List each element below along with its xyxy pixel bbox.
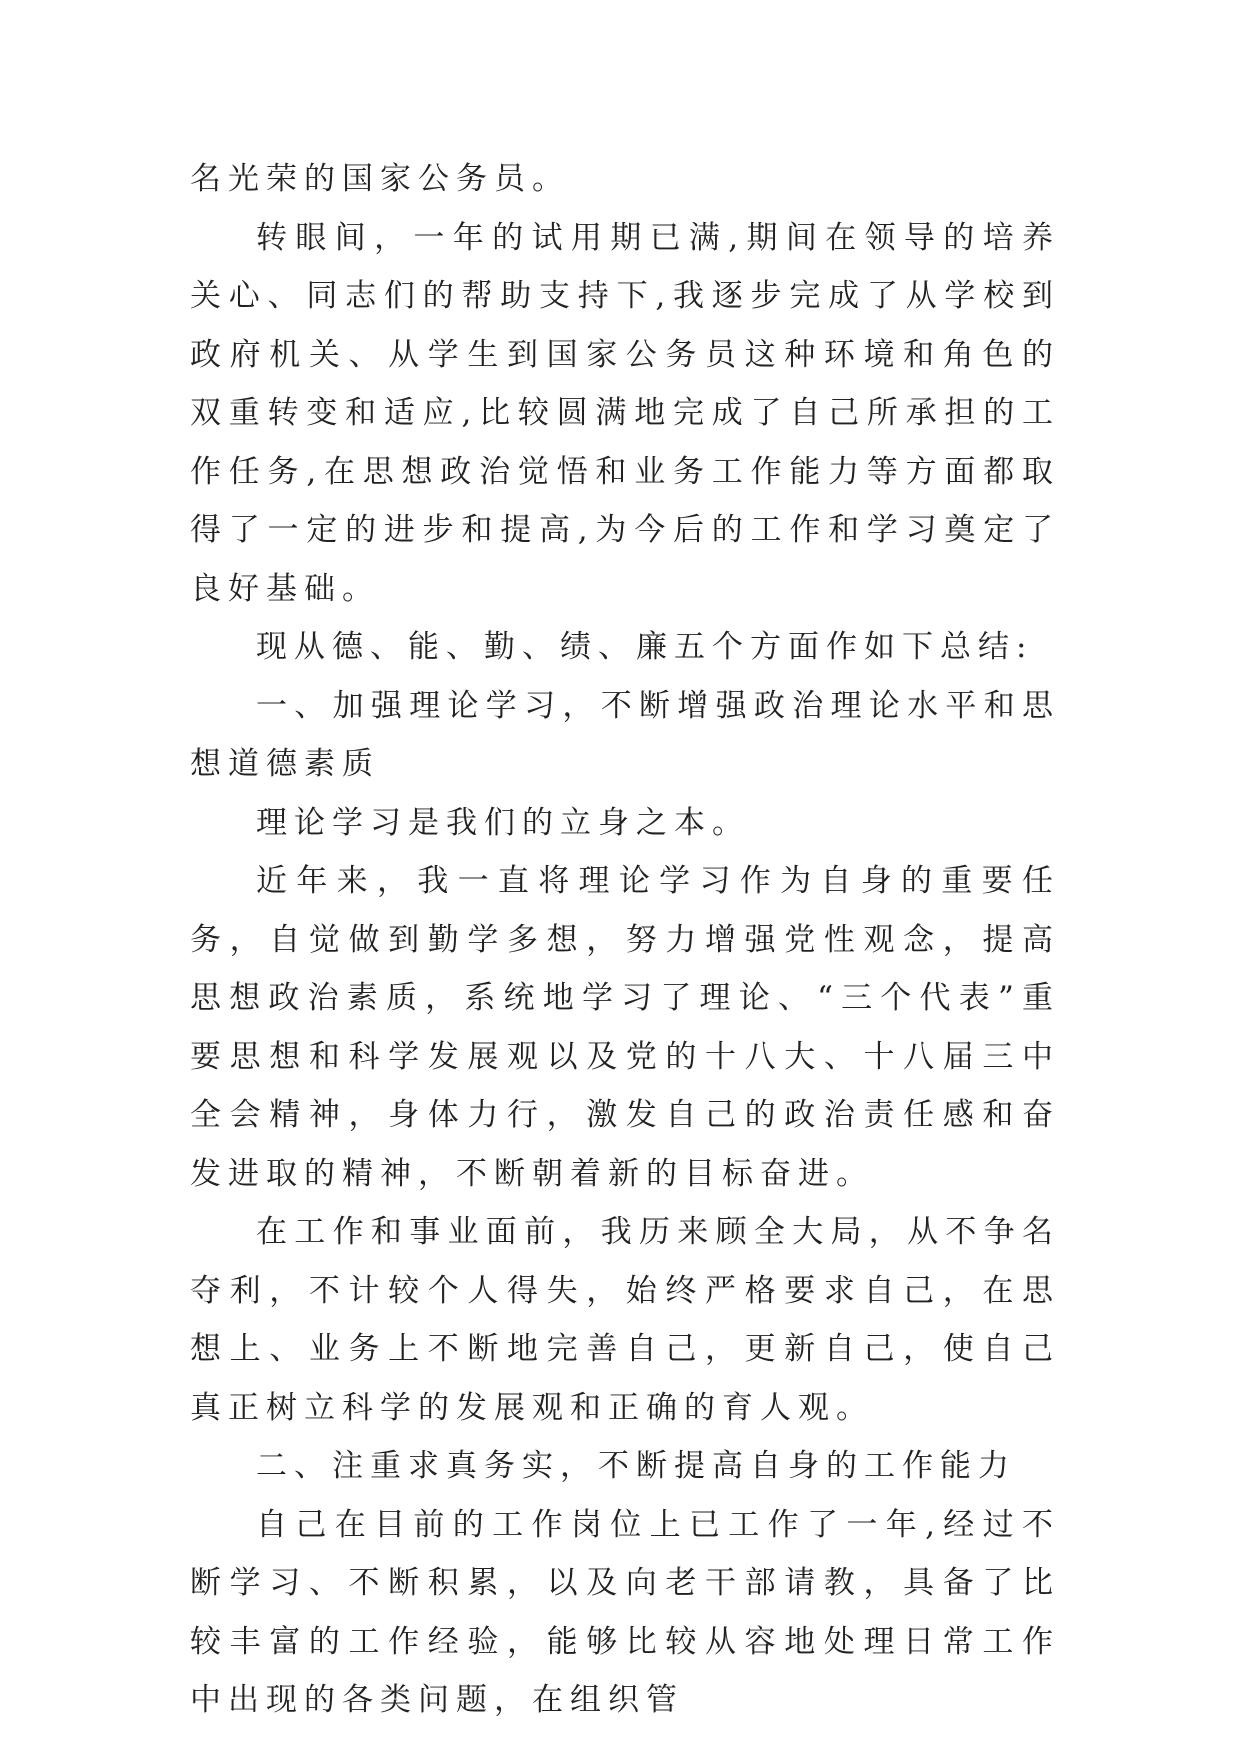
paragraph-7: 自己在目前的工作岗位上已工作了一年,经过不断学习、不断积累，以及向老干部请教，具备了比较丰富的工作经验，能够比较从容地处理日常工作中出现的各类问题，在组织管 [190,1506,1060,1718]
section-heading-2: 二、注重求真务实，不断提高自身的工作能力 [256,1448,1016,1484]
paragraph-2: 转眼间，一年的试用期已满,期间在领导的培养关心、同志们的帮助支持下,我逐步完成了从学校到政府机关、从学生到国家公务员这种环境和角色的双重转变和适应,比较圆满地完成了自己所承担的工作任务,在思想政治觉悟和业务工作能力等方面都取得了一定的进步和提高,为今后的工作和学习奠定了良好基础。 [190,219,1060,607]
paragraph-1: 名光荣的国家公务员。 [190,161,570,197]
paragraph-4: 理论学习是我们的立身之本。 [256,804,750,841]
paragraph-3: 现从德、能、勤、绩、廉五个方面作如下总结: [256,629,1034,665]
paragraph-5: 近年来，我一直将理论学习作为自身的重要任务，自觉做到勤学多想，努力增强党性观念，提高思想政治素质，系统地学习了理论、“三个代表”重要思想和科学发展观以及党的十八大、十八届三中全会精神，身体力行，激发自己的政治责任感和奋发进取的精神，不断朝着新的目标奋进。 [190,863,1060,1192]
paragraph-6: 在工作和事业面前，我历来顾全大局，从不争名夺利，不计较个人得失，始终严格要求自己，在思想上、业务上不断地完善自己，更新自己，使自己真正树立科学的发展观和正确的育人观。 [190,1214,1060,1426]
section-heading-1: 一、加强理论学习，不断增强政治理论水平和思想道德素质 [190,687,1060,782]
document-body [190,150,1060,1730]
